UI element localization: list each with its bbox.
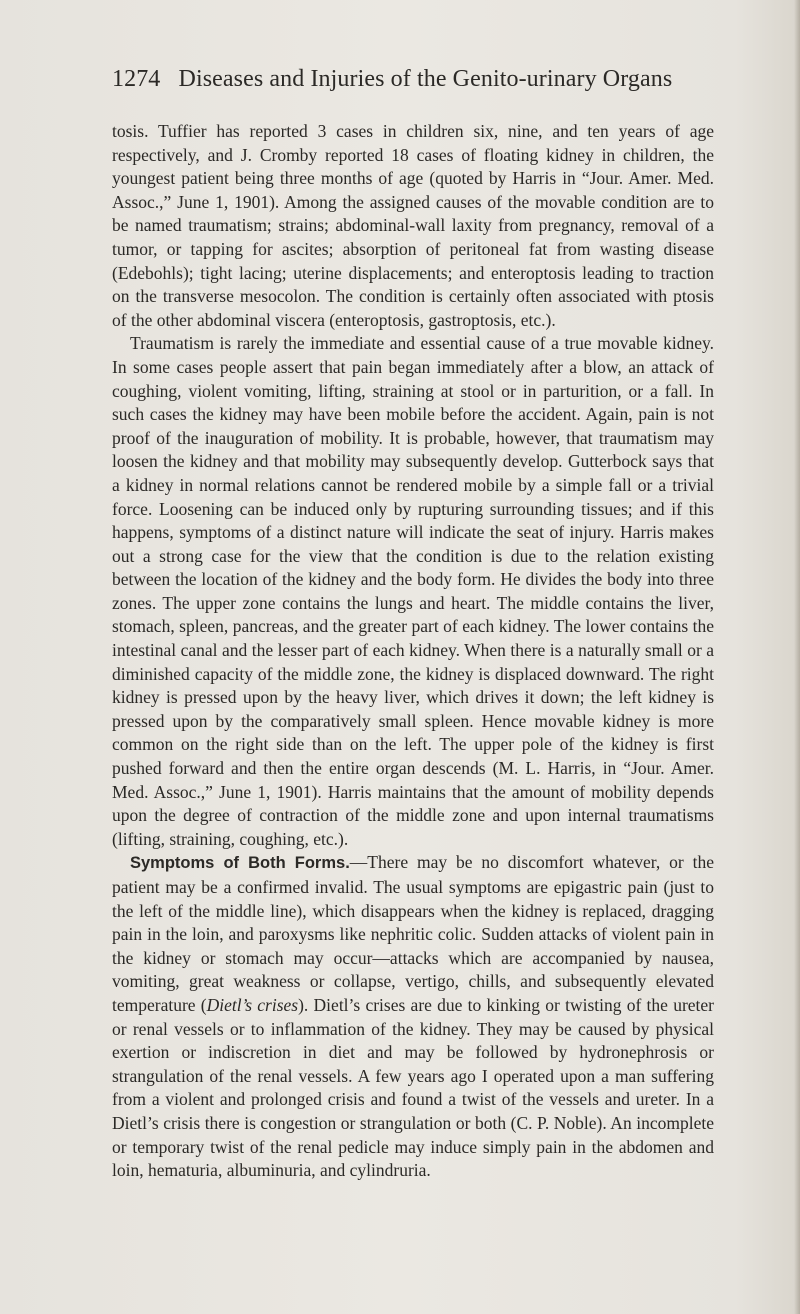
paragraph-3-text-b: ). Dietl’s crises are due to kinking or twisting of the ureter or renal vessels or to inflammation of the kidney. They may be caused by physical exertion or indiscretion in diet and may be followed by hydronephrosis or strangulation of the renal vessels. A few years ago I operated upon a man suffering from a violent and prolonged crisis and found a twist of the vessels and ureter. In a Dietl’s crisis there is congestion or strangulation or both (C. P. Noble). An incomplete or temporary twist of the renal pedicle may induce simply pain in the abdomen and loin, hematuria, albuminuria, and cylindruria. bbox=[112, 994, 714, 1181]
chapter-title: Diseases and Injuries of the Genito-urinary Organs bbox=[178, 66, 673, 92]
paragraph-3-text-a: —There may be no discomfort whatever, or the patient may be a confirmed invalid. The usual symptoms are epigastric pain (just to the left of the middle line), which disappears when the kidney is replaced, dragging pain in the loin, and paroxysms like nephritic colic. Sudden attacks of violent pain in the kidney or stomach may occur—attacks which are accompanied by nausea, vomiting, great weakness or collapse, vertigo, chills, and subsequently elevated temperature ( bbox=[112, 852, 715, 1015]
body-text bbox=[112, 120, 714, 1183]
section-heading: Symptoms of Both Forms. bbox=[130, 854, 350, 873]
italic-term: Dietl’s crises bbox=[206, 994, 299, 1015]
page-number: 1274 bbox=[112, 66, 161, 92]
paragraph-2: Traumatism is rarely the immediate and essential cause of a true movable kidney. In some cases people assert that pain began immediately after a blow, an attack of coughing, violent vomiting, lifting, straining at stool or in parturition, or a fall. In such cases the kidney may have been mobile before the accident. Again, pain is not proof of the inauguration of mobility. It is probable, however, that traumatism may loosen the kidney and that mobility may subsequently develop. Gutterbock says that a kidney in normal relations cannot be rendered mobile by a simple fall or a trivial force. Loosening can be induced only by rupturing surrounding tissues; and if this happens, symptoms of a distinct nature will indicate the seat of injury. Harris makes out a strong case for the view that the condition is due to the relation existing between the location of the kidney and the body form. He divides the body into three zones. The upper zone contains the lungs and heart. The middle contains the liver, stomach, spleen, pancreas, and the greater part of each kidney. The lower contains the intestinal canal and the lesser part of each kidney. When there is a naturally small or a diminished capacity of the middle zone, the kidney is displaced downward. The right kidney is pressed upon by the heavy liver, which drives it down; the left kidney is pressed upon by the comparatively small spleen. Hence movable kidney is more common on the right side than on the left. The upper pole of the kidney is first pushed forward and then the entire organ descends (M. L. Harris, in “Jour. Amer. Med. Assoc.,” June 1, 1901). Harris maintains that the amount of mobility depends upon the degree of contraction of the middle zone and upon internal traumatisms (lifting, straining, coughing, etc.). bbox=[112, 333, 714, 849]
paragraph-1: tosis. Tuffier has reported 3 cases in children six, nine, and ten years of age respectively, and J. Cromby reported 18 cases of floating kidney in children, the youngest patient being three months of age (quoted by Harris in “Jour. Amer. Med. Assoc.,” June 1, 1901). Among the assigned causes of the movable condition are to be named traumatism; strains; abdominal-wall laxity from pregnancy, removal of a tumor, or tapping for ascites; absorption of peritoneal fat from wasting disease (Edebohls); tight lacing; uterine displacements; and enteroptosis leading to traction on the transverse mesocolon. The condition is certainly often associated with ptosis of the other abdominal viscera (enteroptosis, gastroptosis, etc.). bbox=[112, 121, 714, 330]
running-header bbox=[112, 64, 732, 94]
paragraph-3 bbox=[112, 851, 714, 1182]
page-edge-shadow bbox=[794, 0, 800, 1314]
